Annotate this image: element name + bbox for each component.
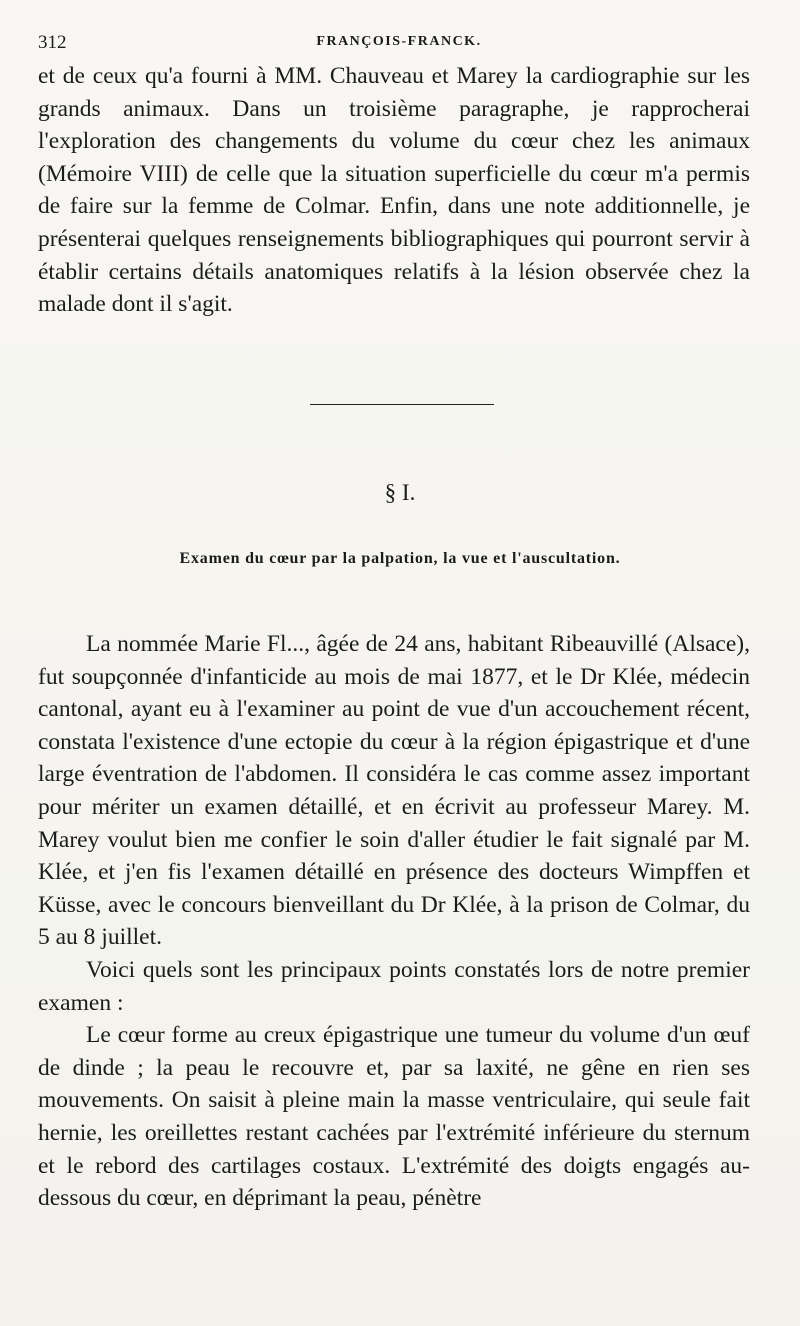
separator-rule (310, 404, 494, 405)
running-title: FRANÇOIS-FRANCK. (316, 34, 482, 49)
intro-paragraph: et de ceux qu'a fourni à MM. Chauveau et Marey la cardiographie sur les grands animaux. Dans un troisième paragraphe, je rapprocherai l'exploration des changements du volume du cœur chez les animaux (Mémoire VIII) de celle que la situation superficielle du cœur m'a permis de faire sur la femme de Colmar. Enfin, dans une note additionnelle, je présenterai quelques renseignements bibliographiques qui pourront servir à établir certains détails anatomiques relatifs à la lésion observée chez la malade dont il s'agit. (38, 63, 750, 318)
paragraph: Voici quels sont les principaux points constatés lors de notre premier examen : (38, 956, 750, 1016)
main-text-block (38, 628, 750, 1215)
paragraph: Le cœur forme au creux épigastrique une tumeur du volume d'un œuf de dinde ; la peau le recouvre et, par sa laxité, ne gêne en rien ses mouvements. On saisit à pleine main la masse ventriculaire, qui seule fait hernie, les oreillettes restant cachées par l'extrémité inférieure du sternum et le rebord des cartilages costaux. L'extrémité des doigts engagés au-dessous du cœur, en déprimant la peau, pénètre (38, 1022, 750, 1212)
section-heading: Examen du cœur par la palpation, la vue et l'auscultation. (179, 550, 621, 567)
page-number: 312 (38, 32, 67, 53)
page-header (38, 32, 760, 56)
intro-text-block (38, 60, 750, 321)
section-mark: § I. (384, 480, 416, 505)
paragraph: La nommée Marie Fl..., âgée de 24 ans, habitant Ribeauvillé (Alsace), fut soupçonnée d'infanticide au mois de mai 1877, et le Dr Klée, médecin cantonal, ayant eu à l'examiner au point de vue d'un accouchement récent, constata l'existence d'une ectopie du cœur à la région épigastrique et d'une large éventration de l'abdomen. Il considéra le cas comme assez important pour mériter un examen détaillé, et en écrivit au professeur Marey. M. Marey voulut bien me confier le soin d'aller étudier le fait signalé par M. Klée, et j'en fis l'examen détaillé en présence des docteurs Wimpffen et Küsse, avec le concours bienveillant du Dr Klée, à la prison de Colmar, du 5 au 8 juillet. (38, 631, 750, 951)
